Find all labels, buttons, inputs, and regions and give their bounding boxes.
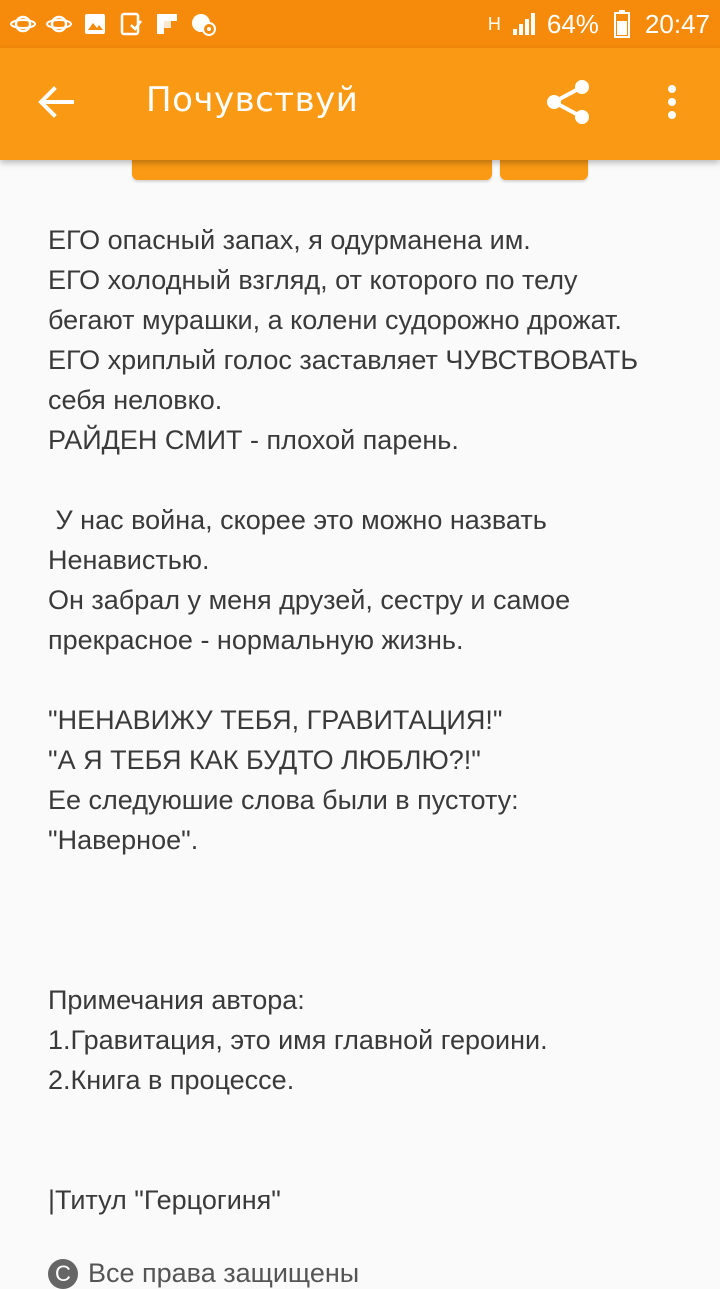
text-line: "НЕНАВИЖУ ТЕБЯ, ГРАВИТАЦИЯ!" [48,705,503,735]
signal-icon [511,11,537,37]
text-line: "А Я ТЕБЯ КАК БУДТО ЛЮБЛЮ?!" [48,745,481,775]
text-line [48,860,688,900]
text-line: У нас война, скорее это можно назвать [48,505,547,535]
flipboard-icon [154,11,180,37]
text-line: Ненавистью. [48,545,210,575]
planet-icon [10,11,36,37]
gallery-icon [82,11,108,37]
text-line: Ее следуюшие слова были в пустоту: [48,785,519,815]
text-line: ЕГО опасный запах, я одурманена им. [48,225,531,255]
text-line: |Титул "Герцогиня" [48,1185,281,1215]
copyright-footer [48,1258,359,1289]
status-bar [0,0,720,48]
more-options-button[interactable] [648,76,696,132]
more-vert-icon [666,84,678,124]
arrow-back-icon [38,86,74,122]
clock: 20:47 [644,8,710,39]
text-line: РАЙДЕН СМИТ - плохой парень. [48,425,459,455]
text-line: прекрасное - нормальную жизнь. [48,625,464,655]
page-title: Почувствуй [146,80,359,120]
text-line: Он забрал у меня друзей, сестру и самое [48,585,571,615]
copyright-text: Все права защищены [88,1258,360,1288]
copyright-icon: C [48,1259,78,1289]
share-icon [544,78,592,130]
app-bar [0,48,720,160]
text-line: ЕГО холодный взгляд, от которого по телу [48,265,578,295]
text-line [48,460,688,500]
text-line [48,900,688,940]
text-line [48,1100,688,1140]
chat-badge-icon [190,11,216,37]
notification-icons [10,11,216,37]
text-line [48,660,688,700]
text-line: себя неловко. [48,385,223,415]
text-line [48,940,688,980]
text-line: Примечания автора: [48,985,305,1015]
back-button[interactable] [26,78,86,130]
text-line: 2.Книга в процессе. [48,1065,295,1095]
text-line: ЕГО хриплый голос заставляет ЧУВСТВОВАТЬ [48,345,639,375]
share-button[interactable] [538,76,598,132]
story-description [48,220,688,1220]
text-line [48,1140,688,1180]
battery-icon [609,11,635,37]
clipboard-icon [118,11,144,37]
text-line: "Наверное". [48,825,199,855]
text-line: 1.Гравитация, это имя главной героини. [48,1025,548,1055]
text-line: бегают мурашки, а колени судорожно дрожат. [48,305,622,335]
planet-icon [46,11,72,37]
network-type: H [487,13,501,34]
system-status [488,9,710,40]
battery-percent: 64% [546,8,599,39]
